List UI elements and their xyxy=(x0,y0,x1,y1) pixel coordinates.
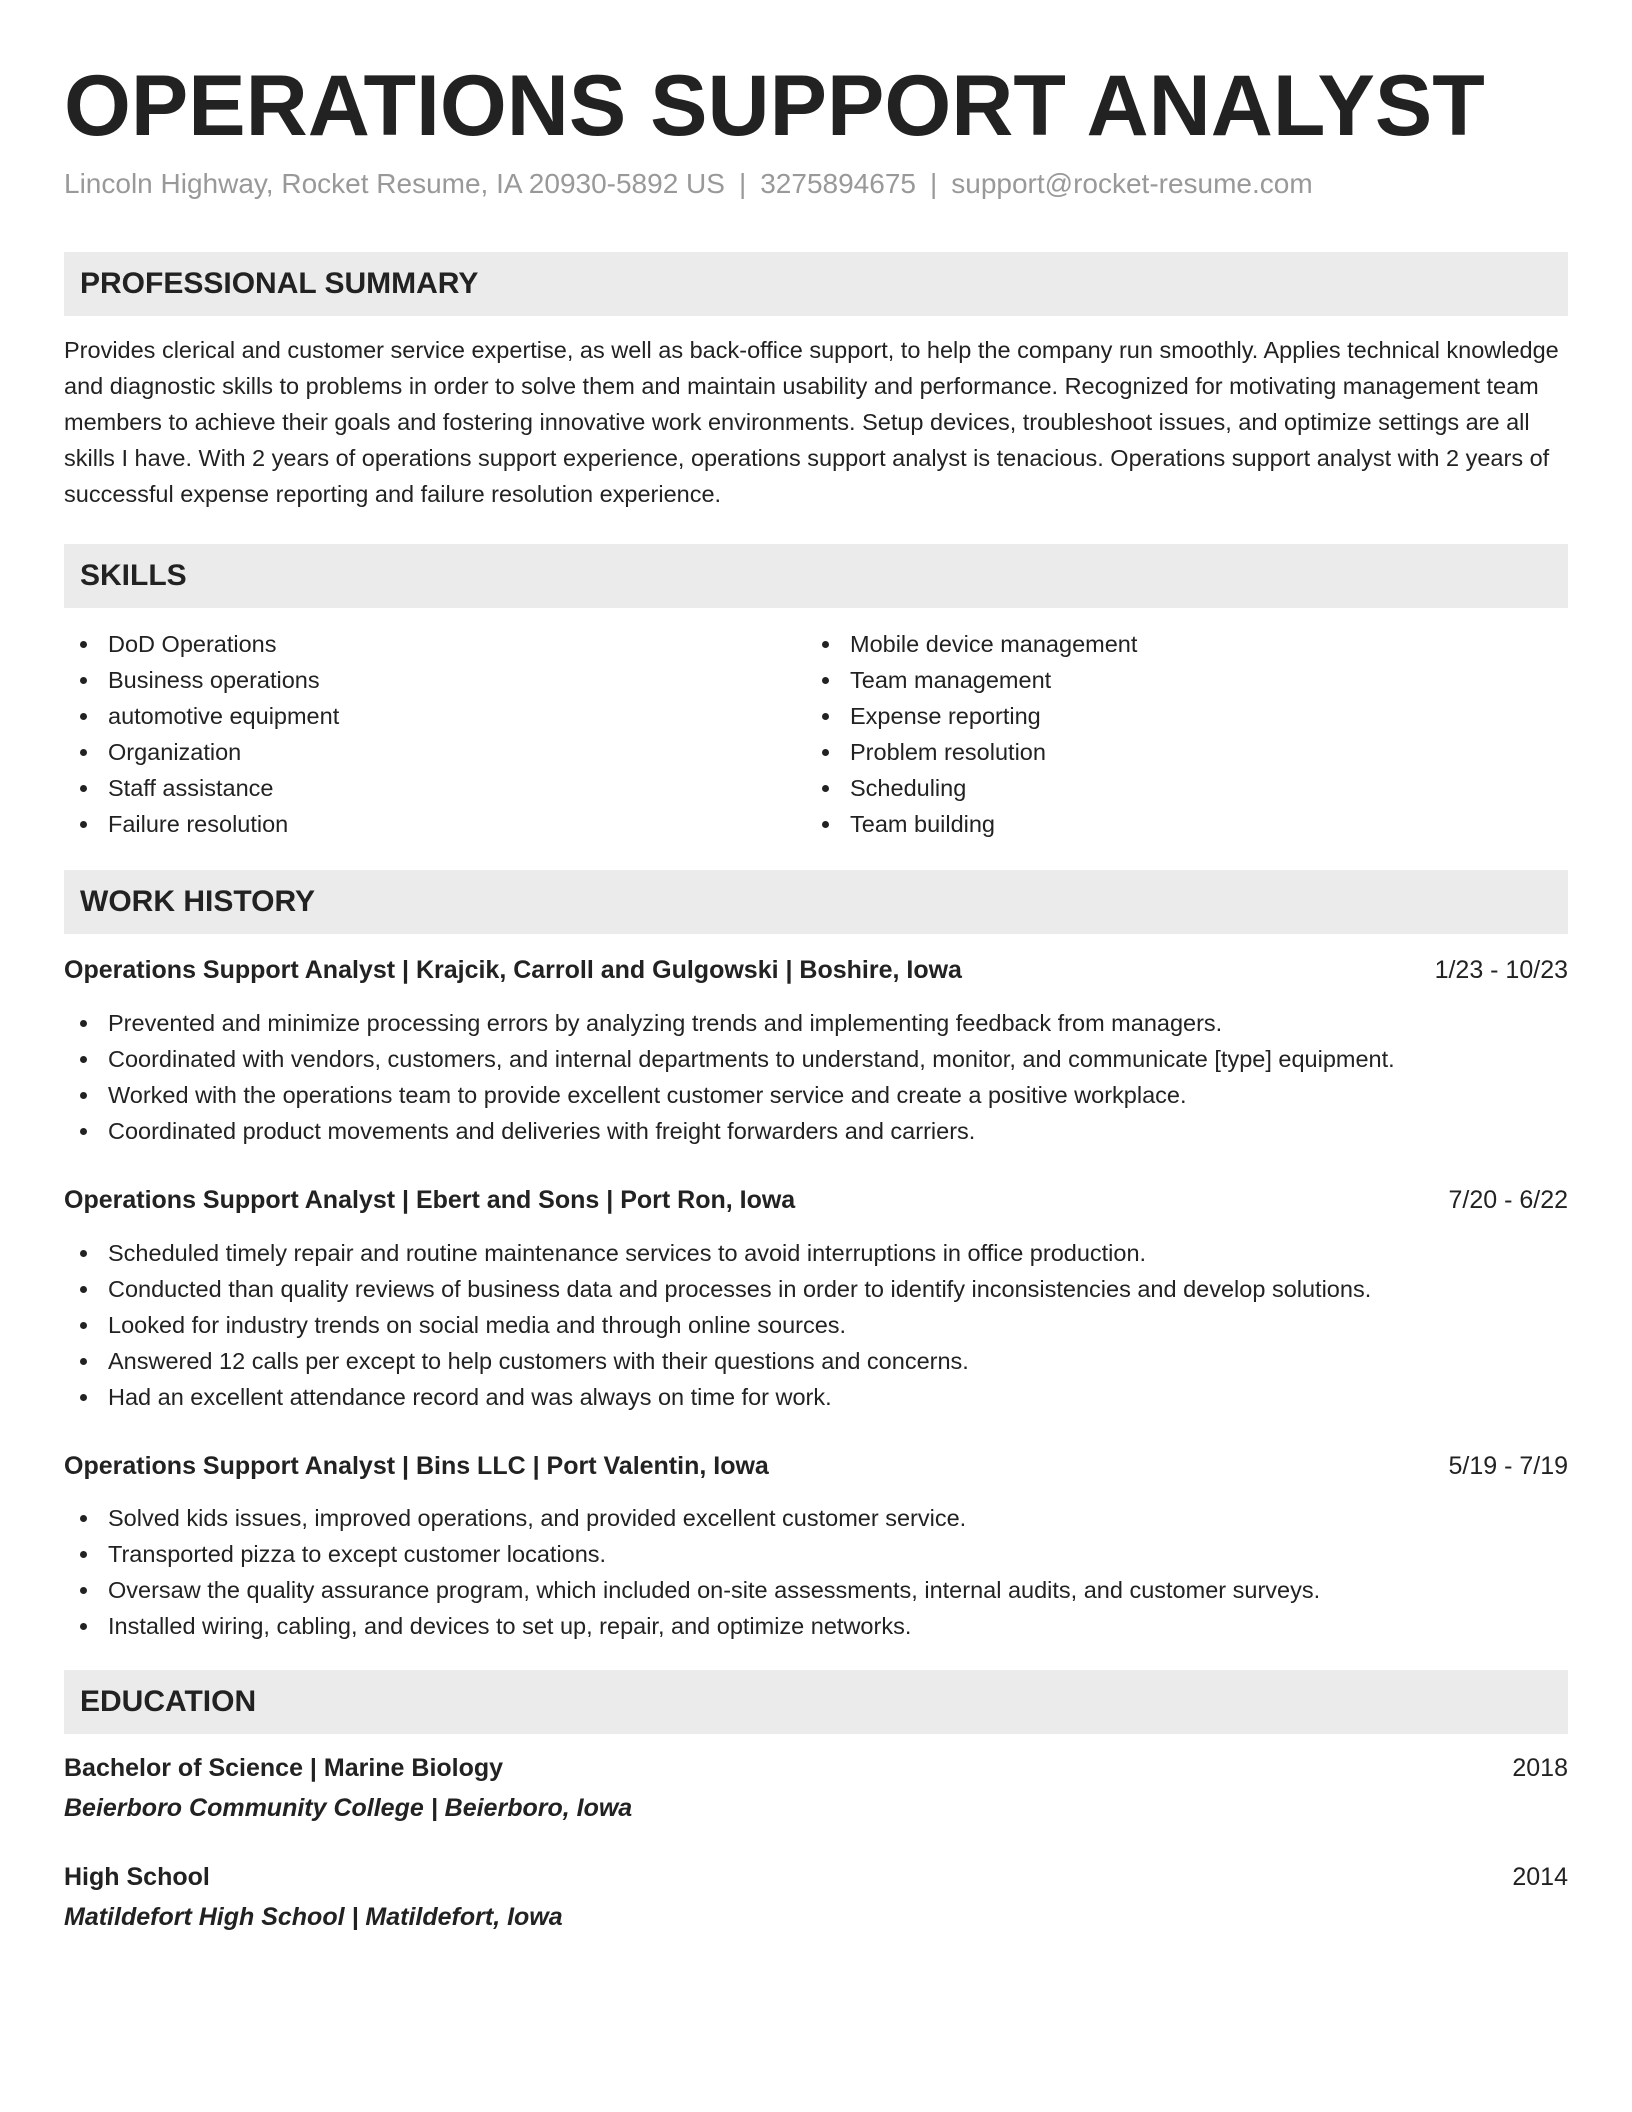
contact-separator: | xyxy=(929,168,938,199)
job-dates: 5/19 - 7/19 xyxy=(1448,1452,1568,1480)
job-bullet: Coordinated product movements and deliveries with freight forwarders and carriers. xyxy=(64,1113,1395,1149)
job-bullet: Conducted than quality reviews of business data and processes in order to identify inconsistencies and develop solutions. xyxy=(64,1271,1371,1307)
job-bullets xyxy=(64,1500,1320,1644)
job-bullet: Coordinated with vendors, customers, and internal departments to understand, monitor, and communicate [type] equipment. xyxy=(64,1041,1395,1077)
skill-item: automotive equipment xyxy=(64,698,339,734)
contact-email: support@rocket-resume.com xyxy=(951,168,1313,199)
skill-item: Mobile device management xyxy=(806,626,1137,662)
skill-item: Failure resolution xyxy=(64,806,339,842)
skills-list-right xyxy=(806,626,1137,842)
skills-list-left xyxy=(64,626,339,842)
education-institution: Beierboro Community College | Beierboro, Iowa xyxy=(64,1794,633,1822)
job-bullet: Had an excellent attendance record and was always on time for work. xyxy=(64,1379,1371,1415)
education-year: 2018 xyxy=(1512,1754,1568,1782)
job-title: Operations Support Analyst | Bins LLC | Port Valentin, Iowa xyxy=(64,1452,769,1480)
skill-item: Business operations xyxy=(64,662,339,698)
job-bullet: Answered 12 calls per except to help customers with their questions and concerns. xyxy=(64,1343,1371,1379)
summary-text: Provides clerical and customer service expertise, as well as back-office support, to help the company run smoothly. Applies technical knowledge and diagnostic skills to problems in order to solve them and maintain usability and performance. Recognized for motivating management team members to achieve their goals and fostering innovative work environments. Setup devices, troubleshoot issues, and optimize settings are all skills I have. With 2 years of operations support experience, operations support analyst is tenacious. Operations support analyst with 2 years of successful expense reporting and failure resolution experience. xyxy=(64,337,1559,507)
education-header xyxy=(64,1748,1568,1788)
job-bullet: Looked for industry trends on social media and through online sources. xyxy=(64,1307,1371,1343)
skill-item: Problem resolution xyxy=(806,734,1137,770)
job-bullet: Oversaw the quality assurance program, which included on-site assessments, internal audits, and customer surveys. xyxy=(64,1572,1320,1608)
section-heading-work-history: WORK HISTORY xyxy=(64,870,1568,934)
education-institution: Matildefort High School | Matildefort, Iowa xyxy=(64,1903,563,1931)
skill-item: Staff assistance xyxy=(64,770,339,806)
education-header xyxy=(64,1857,1568,1897)
job-title: Operations Support Analyst | Ebert and Sons | Port Ron, Iowa xyxy=(64,1186,796,1214)
contact-separator: | xyxy=(738,168,747,199)
job-bullet: Scheduled timely repair and routine maintenance services to avoid interruptions in office production. xyxy=(64,1235,1371,1271)
skill-item: DoD Operations xyxy=(64,626,339,662)
education-year: 2014 xyxy=(1512,1863,1568,1891)
contact-line xyxy=(64,166,1313,202)
education-degree: Bachelor of Science | Marine Biology xyxy=(64,1754,504,1782)
skill-item: Scheduling xyxy=(806,770,1137,806)
contact-phone: 3275894675 xyxy=(760,168,916,199)
job-bullets xyxy=(64,1235,1371,1415)
job-header xyxy=(64,950,1568,990)
skill-item: Team building xyxy=(806,806,1137,842)
job-bullets xyxy=(64,1005,1395,1149)
job-dates: 1/23 - 10/23 xyxy=(1434,956,1568,984)
job-bullet: Transported pizza to except customer locations. xyxy=(64,1536,1320,1572)
contact-address: Lincoln Highway, Rocket Resume, IA 20930-5892 US xyxy=(64,168,725,199)
section-heading-skills: SKILLS xyxy=(64,544,1568,608)
job-header xyxy=(64,1180,1568,1220)
section-heading-education: EDUCATION xyxy=(64,1670,1568,1734)
job-title: Operations Support Analyst | Krajcik, Carroll and Gulgowski | Boshire, Iowa xyxy=(64,956,962,984)
job-bullet: Installed wiring, cabling, and devices to set up, repair, and optimize networks. xyxy=(64,1608,1320,1644)
skill-item: Organization xyxy=(64,734,339,770)
resume-name: OPERATIONS SUPPORT ANALYST xyxy=(64,58,1485,154)
job-dates: 7/20 - 6/22 xyxy=(1448,1186,1568,1214)
skill-item: Expense reporting xyxy=(806,698,1137,734)
job-header xyxy=(64,1446,1568,1486)
job-bullet: Worked with the operations team to provide excellent customer service and create a positive workplace. xyxy=(64,1077,1395,1113)
job-bullet: Prevented and minimize processing errors by analyzing trends and implementing feedback from managers. xyxy=(64,1005,1395,1041)
job-bullet: Solved kids issues, improved operations, and provided excellent customer service. xyxy=(64,1500,1320,1536)
skill-item: Team management xyxy=(806,662,1137,698)
section-heading-summary: PROFESSIONAL SUMMARY xyxy=(64,252,1568,316)
education-degree: High School xyxy=(64,1863,210,1891)
